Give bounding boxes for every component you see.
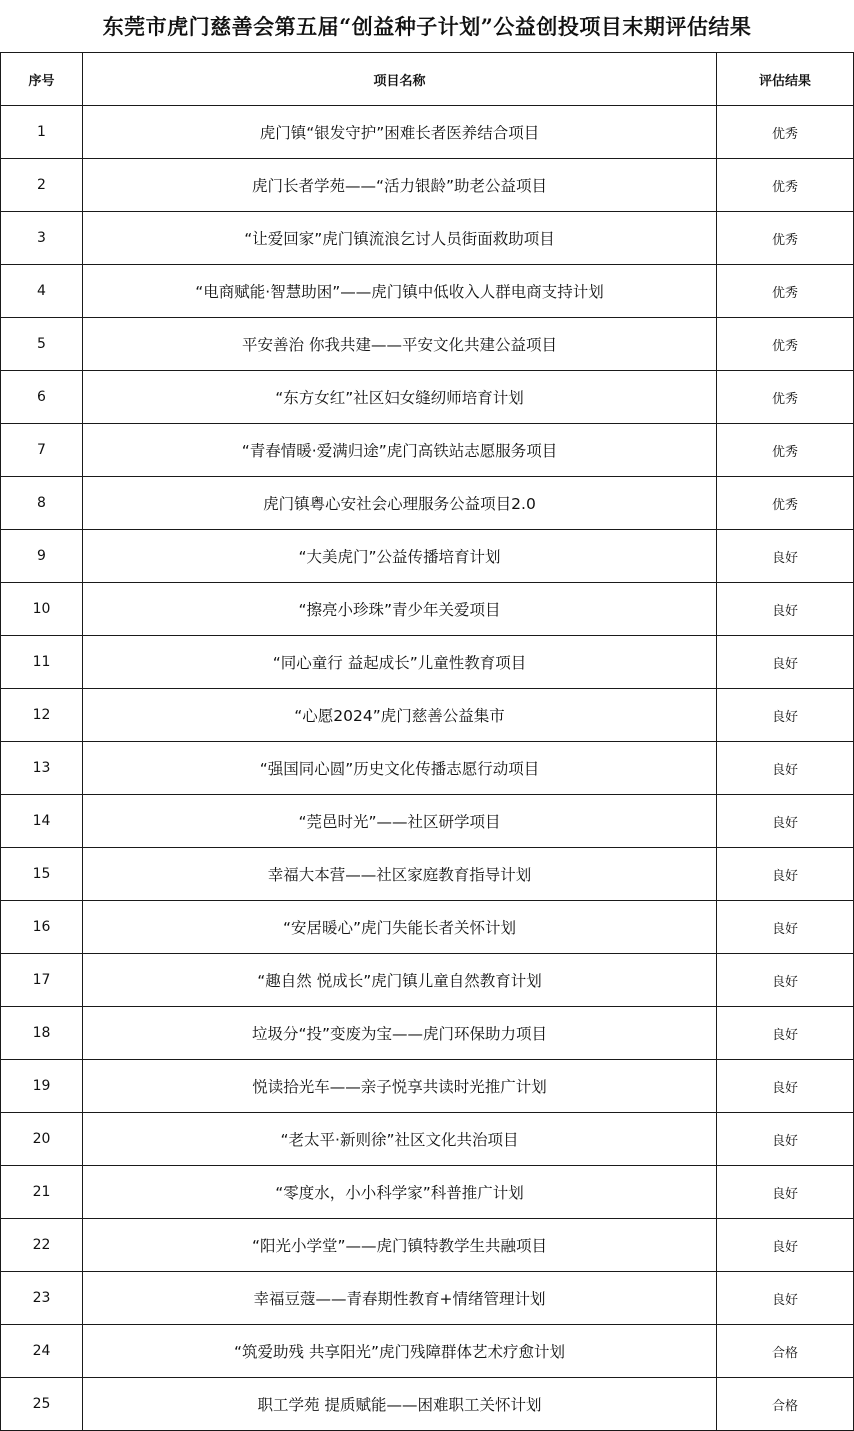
- project-name: 虎门长者学苑——“活力银龄”助老公益项目: [83, 159, 717, 212]
- row-index: 1: [1, 106, 83, 159]
- table-row: [1, 848, 854, 901]
- evaluation-result: 良好: [717, 954, 854, 1007]
- table-row: [1, 424, 854, 477]
- row-index: 8: [1, 477, 83, 530]
- row-index: 9: [1, 530, 83, 583]
- project-name: “莞邑时光”——社区研学项目: [83, 795, 717, 848]
- row-index: 7: [1, 424, 83, 477]
- project-name: 幸福大本营——社区家庭教育指导计划: [83, 848, 717, 901]
- evaluation-result: 良好: [717, 1113, 854, 1166]
- row-index: 25: [1, 1378, 83, 1431]
- column-header-index: 序号: [1, 53, 83, 106]
- row-index: 22: [1, 1219, 83, 1272]
- evaluation-result: 优秀: [717, 424, 854, 477]
- row-index: 3: [1, 212, 83, 265]
- project-name: 平安善治 你我共建——平安文化共建公益项目: [83, 318, 717, 371]
- evaluation-result: 优秀: [717, 212, 854, 265]
- row-index: 23: [1, 1272, 83, 1325]
- table-row: [1, 1113, 854, 1166]
- table-row: [1, 1272, 854, 1325]
- table-row: [1, 477, 854, 530]
- project-name: 虎门镇“银发守护”困难长者医养结合项目: [83, 106, 717, 159]
- project-name: “擦亮小珍珠”青少年关爱项目: [83, 583, 717, 636]
- table-row: [1, 795, 854, 848]
- project-name: “心愿2024”虎门慈善公益集市: [83, 689, 717, 742]
- project-name: “零度水，小小科学家”科普推广计划: [83, 1166, 717, 1219]
- evaluation-result: 优秀: [717, 477, 854, 530]
- row-index: 15: [1, 848, 83, 901]
- project-name: 幸福豆蔻——青春期性教育+情绪管理计划: [83, 1272, 717, 1325]
- table-row: [1, 371, 854, 424]
- row-index: 20: [1, 1113, 83, 1166]
- row-index: 13: [1, 742, 83, 795]
- row-index: 5: [1, 318, 83, 371]
- table-row: [1, 530, 854, 583]
- row-index: 4: [1, 265, 83, 318]
- row-index: 18: [1, 1007, 83, 1060]
- project-name: “大美虎门”公益传播培育计划: [83, 530, 717, 583]
- evaluation-result: 良好: [717, 636, 854, 689]
- evaluation-result: 良好: [717, 689, 854, 742]
- table-row: [1, 1060, 854, 1113]
- evaluation-result: 良好: [717, 1060, 854, 1113]
- table-header-row: [1, 53, 854, 106]
- table-row: [1, 1378, 854, 1431]
- project-name: “让爱回家”虎门镇流浪乞讨人员街面救助项目: [83, 212, 717, 265]
- project-name: “筑爱助残 共享阳光”虎门残障群体艺术疗愈计划: [83, 1325, 717, 1378]
- evaluation-result: 良好: [717, 583, 854, 636]
- project-name: 悦读拾光车——亲子悦享共读时光推广计划: [83, 1060, 717, 1113]
- evaluation-result: 良好: [717, 1007, 854, 1060]
- project-name: “趣自然 悦成长”虎门镇儿童自然教育计划: [83, 954, 717, 1007]
- row-index: 14: [1, 795, 83, 848]
- table-row: [1, 1219, 854, 1272]
- row-index: 19: [1, 1060, 83, 1113]
- row-index: 24: [1, 1325, 83, 1378]
- table-row: [1, 318, 854, 371]
- project-name: “东方女红”社区妇女缝纫师培育计划: [83, 371, 717, 424]
- evaluation-result: 优秀: [717, 106, 854, 159]
- row-index: 11: [1, 636, 83, 689]
- column-header-name: 项目名称: [83, 53, 717, 106]
- table-row: [1, 1007, 854, 1060]
- evaluation-result: 合格: [717, 1325, 854, 1378]
- evaluation-result: 良好: [717, 742, 854, 795]
- table-body: [1, 106, 854, 1431]
- evaluation-result: 良好: [717, 530, 854, 583]
- table-row: [1, 689, 854, 742]
- evaluation-result: 优秀: [717, 371, 854, 424]
- row-index: 17: [1, 954, 83, 1007]
- table-row: [1, 212, 854, 265]
- evaluation-result: 优秀: [717, 159, 854, 212]
- table-row: [1, 1166, 854, 1219]
- evaluation-result: 优秀: [717, 318, 854, 371]
- evaluation-result: 良好: [717, 848, 854, 901]
- row-index: 2: [1, 159, 83, 212]
- evaluation-result: 优秀: [717, 265, 854, 318]
- project-name: 虎门镇粤心安社会心理服务公益项目2.0: [83, 477, 717, 530]
- evaluation-result: 良好: [717, 795, 854, 848]
- row-index: 21: [1, 1166, 83, 1219]
- table-row: [1, 636, 854, 689]
- evaluation-result: 良好: [717, 901, 854, 954]
- project-name: “同心童行 益起成长”儿童性教育项目: [83, 636, 717, 689]
- evaluation-result: 良好: [717, 1166, 854, 1219]
- table-row: [1, 901, 854, 954]
- evaluation-result: 合格: [717, 1378, 854, 1431]
- column-header-result: 评估结果: [717, 53, 854, 106]
- table-row: [1, 742, 854, 795]
- results-table: [0, 52, 854, 1431]
- row-index: 12: [1, 689, 83, 742]
- table-row: [1, 106, 854, 159]
- project-name: 职工学苑 提质赋能——困难职工关怀计划: [83, 1378, 717, 1431]
- evaluation-result: 良好: [717, 1219, 854, 1272]
- table-row: [1, 159, 854, 212]
- row-index: 10: [1, 583, 83, 636]
- row-index: 16: [1, 901, 83, 954]
- table-row: [1, 265, 854, 318]
- project-name: “安居暖心”虎门失能长者关怀计划: [83, 901, 717, 954]
- page-title: 东莞市虎门慈善会第五届“创益种子计划”公益创投项目末期评估结果: [102, 14, 752, 39]
- row-index: 6: [1, 371, 83, 424]
- project-name: “电商赋能·智慧助困”——虎门镇中低收入人群电商支持计划: [83, 265, 717, 318]
- project-name: 垃圾分“投”变废为宝——虎门环保助力项目: [83, 1007, 717, 1060]
- table-row: [1, 1325, 854, 1378]
- table-row: [1, 954, 854, 1007]
- table-row: [1, 583, 854, 636]
- project-name: “老太平·新则徐”社区文化共治项目: [83, 1113, 717, 1166]
- project-name: “强国同心圆”历史文化传播志愿行动项目: [83, 742, 717, 795]
- evaluation-result: 良好: [717, 1272, 854, 1325]
- project-name: “阳光小学堂”——虎门镇特教学生共融项目: [83, 1219, 717, 1272]
- project-name: “青春情暖·爱满归途”虎门高铁站志愿服务项目: [83, 424, 717, 477]
